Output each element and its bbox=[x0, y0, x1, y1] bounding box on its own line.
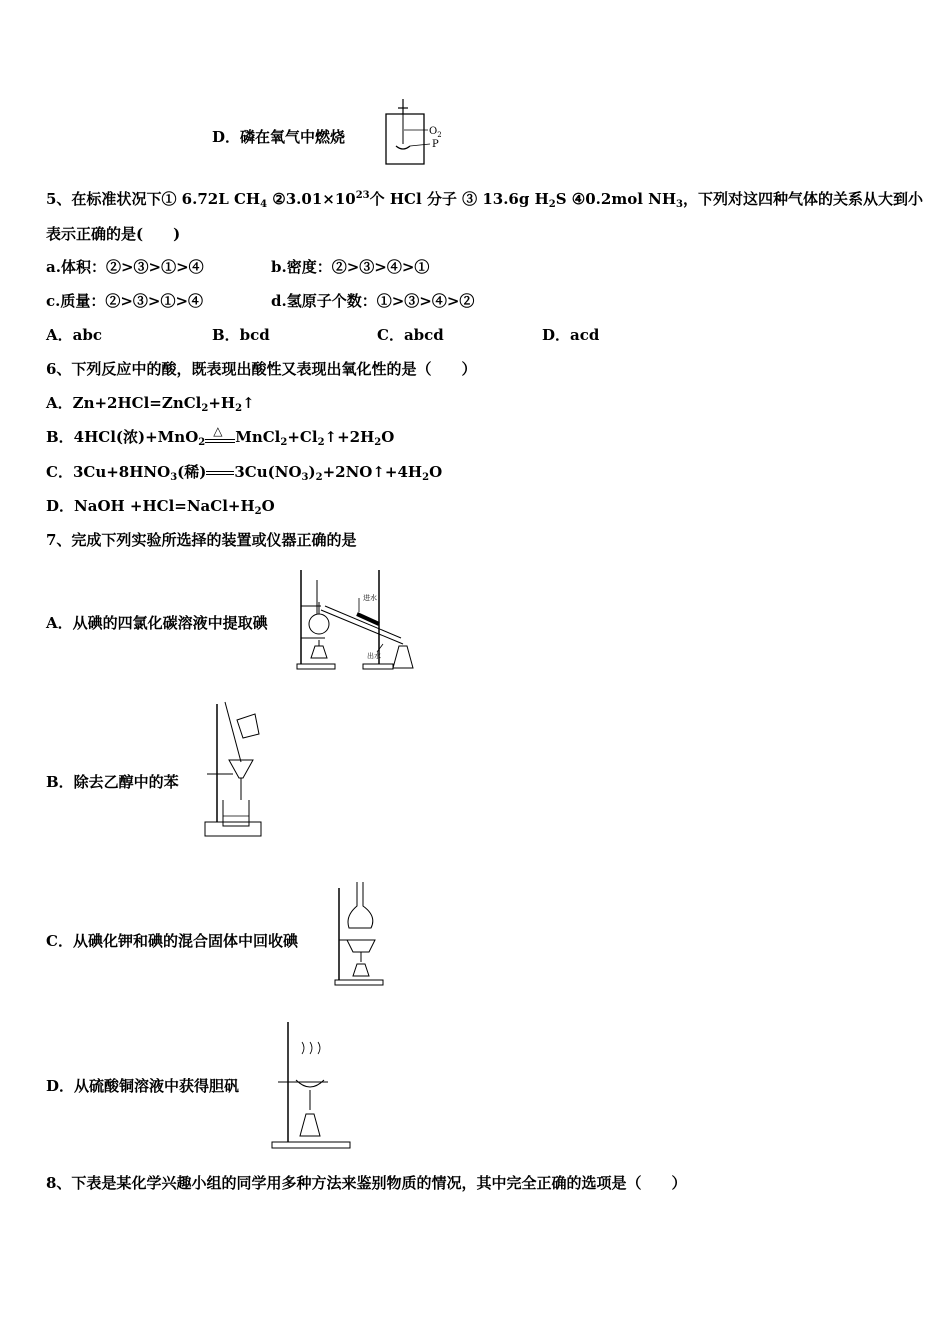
q5-choice-b[interactable]: B．bcd bbox=[212, 326, 270, 344]
q7-choice-d[interactable]: D．从硫酸铜溶液中获得胆矾 bbox=[46, 1077, 240, 1095]
q5-choice-c[interactable]: C．abcd bbox=[377, 326, 444, 344]
o2-label: $O_2$ bbox=[429, 126, 442, 139]
q4-figure-gas-jar bbox=[378, 96, 448, 168]
q7-figure-filtration bbox=[203, 700, 267, 840]
water-in-label: 进水 bbox=[363, 594, 377, 602]
q4-option-d: D．磷在氧气中燃烧 bbox=[212, 128, 346, 146]
q5-statement-c: c.质量：②>③>①>④ bbox=[46, 292, 204, 310]
q6-choice-b[interactable]: B．4HCl(浓)+MnO$_2$ △ $MnCl_2+Cl_2↑+2H_2O$ bbox=[46, 424, 395, 448]
q6-choice-a[interactable]: A．$Zn+2HCl=ZnCl_2+H_2↑$ bbox=[46, 394, 255, 414]
q5-statement-d: d.氢原子个数：①>③>④>② bbox=[271, 292, 475, 310]
q7-choice-a[interactable]: A．从碘的四氯化碳溶液中提取碘 bbox=[46, 614, 268, 632]
q7-figure-distillation bbox=[295, 566, 415, 672]
q7-choice-b[interactable]: B．除去乙醇中的苯 bbox=[46, 773, 179, 791]
q5-stem-line1: 5、在标准状况下① 6.72L $CH_4$ $②3.01\times 10^{23}$个 HCl 分子 ③ 13.6g $H_2S$ ④0.2mol $NH_3$，下列对这四种气体的关系从大到小 bbox=[46, 190, 923, 210]
q6-choice-d[interactable]: D．NaOH $+HCl=NaCl+H_2O$ bbox=[46, 497, 275, 517]
q5-choice-a[interactable]: A．abc bbox=[46, 326, 102, 344]
q7-figure-evaporation bbox=[270, 1018, 354, 1152]
q6-stem: 6、下列反应中的酸，既表现出酸性又表现出氧化性的是（ ） bbox=[46, 360, 477, 378]
p-label: P bbox=[432, 139, 439, 150]
q7-stem: 7、完成下列实验所选择的装置或仪器正确的是 bbox=[46, 531, 357, 549]
q6-choice-c[interactable]: C．$3Cu+8HNO_3$(稀) $3Cu(NO_3)_2+2NO↑+4H_2O$ bbox=[46, 463, 443, 483]
q5-statement-b: b.密度：②>③>④>① bbox=[271, 258, 430, 276]
q7-choice-c[interactable]: C．从碘化钾和碘的混合固体中回收碘 bbox=[46, 932, 298, 950]
heating-condition-sign: △ bbox=[205, 430, 235, 446]
water-out-label: 出水 bbox=[367, 652, 381, 660]
equals-sign bbox=[206, 465, 234, 481]
q5-statement-a: a.体积：②>③>①>④ bbox=[46, 258, 204, 276]
q7-figure-sublimation bbox=[333, 880, 387, 988]
q5-choice-d[interactable]: D．acd bbox=[542, 326, 600, 344]
q8-stem: 8、下表是某化学兴趣小组的同学用多种方法来鉴别物质的情况，其中完全正确的选项是（ ） bbox=[46, 1174, 687, 1192]
q5-stem-line2: 表示正确的是( ) bbox=[46, 225, 181, 243]
